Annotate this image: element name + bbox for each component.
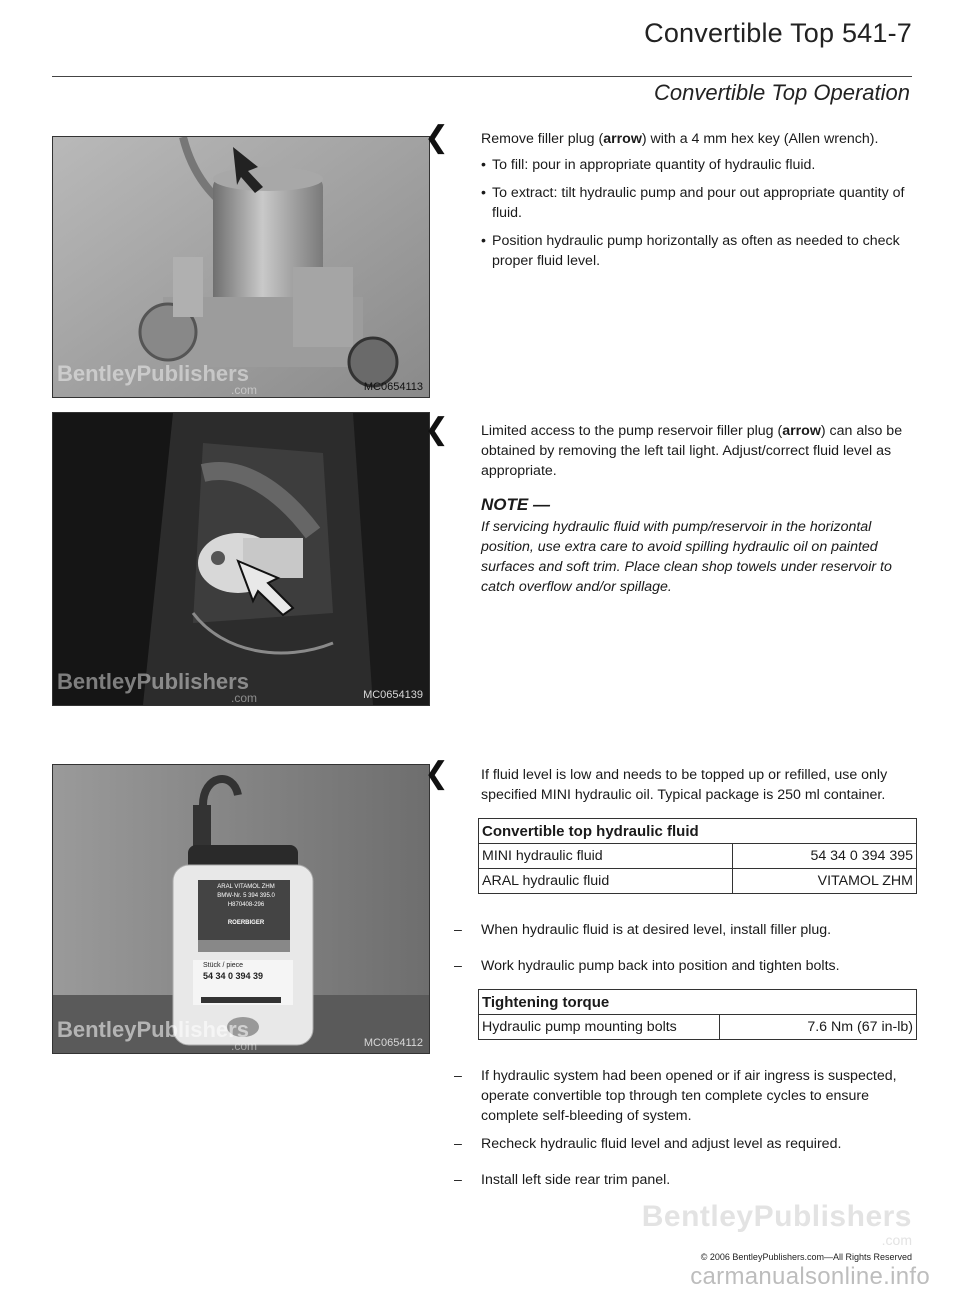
list-item: • Position hydraulic pump horizontally as often as needed to check proper fluid level.: [492, 231, 914, 271]
step-text: Install left side rear trim panel.: [481, 1172, 671, 1188]
photo-watermark: BentleyPublishers: [57, 669, 249, 694]
access-illustration: [53, 413, 429, 705]
table-title: Tightening torque: [479, 990, 917, 1015]
step-item: [454, 1170, 916, 1190]
table-cell: ARAL hydraulic fluid: [479, 869, 733, 894]
dash-marker: –: [454, 1172, 462, 1188]
bottle-label-line: ROERBIGER: [227, 920, 265, 926]
table-cell: 54 34 0 394 395: [733, 844, 917, 869]
note-heading: NOTE —: [481, 495, 550, 514]
fluid-spec-table: [478, 818, 917, 894]
photo-watermark-sub: .com: [231, 1039, 258, 1053]
pointer-arrow-icon: ❮: [424, 757, 450, 790]
photo-code: MC0654113: [363, 381, 423, 393]
section-fluid-level: [424, 757, 914, 809]
header-rule: [52, 76, 912, 77]
bottle-label: [203, 883, 289, 928]
section-intro: Remove filler plug (arrow) with a 4 mm hex key (Allen wrench).: [481, 131, 879, 147]
step-text: Recheck hydraulic fluid level and adjust level as required.: [481, 1136, 842, 1152]
section-intro: Limited access to the pump reservoir filler plug (arrow) can also be obtained by removing the left tail light. Adjust/correct fluid level as appropriate.: [481, 423, 903, 479]
photo-code: MC0654112: [363, 1037, 423, 1049]
table-cell: Hydraulic pump mounting bolts: [479, 1015, 720, 1040]
dash-marker: –: [454, 958, 462, 974]
table-row: [479, 1015, 917, 1040]
dash-marker: –: [454, 1068, 462, 1084]
dash-marker: –: [454, 1136, 462, 1152]
page-header-title: Convertible Top 541-7: [644, 18, 912, 48]
page-header-subtitle: Convertible Top Operation: [653, 80, 910, 105]
footer-brand-watermark: BentleyPublishers: [641, 1200, 912, 1233]
table-row: [479, 869, 917, 894]
bullet-list: [454, 155, 914, 271]
copyright-notice: © 2006 BentleyPublishers.com—All Rights Reserved: [700, 1252, 912, 1262]
bottle-part-line: Stück / piece: [203, 962, 244, 969]
bottle-label-line: ARAL VITAMOL ZHM: [217, 884, 275, 890]
list-item: • To fill: pour in appropriate quantity of hydraulic fluid.: [492, 155, 914, 175]
pointer-arrow-icon: ❮: [424, 413, 450, 446]
table-row: [479, 844, 917, 869]
bottle-part-number: 54 34 0 394 39: [203, 971, 264, 981]
table-title: Convertible top hydraulic fluid: [479, 819, 917, 844]
section-intro: If fluid level is low and needs to be topped up or refilled, use only specified MINI hydraulic oil. Typical package is 250 ml container.: [481, 767, 888, 803]
note-body: If servicing hydraulic fluid with pump/reservoir in the horizontal position, use extra care to avoid spilling hydraulic oil on painted surfaces and soft trim. Place clean shop towels under reservoir to catch overflow and/or spillage.: [481, 519, 892, 595]
step-text: If hydraulic system had been opened or if air ingress is suspected, operate convertible top through ten complete cycles to ensure complete self-bleeding of system.: [481, 1068, 897, 1124]
photo-code: MC0654139: [363, 689, 423, 701]
photo-tail-light-access: [52, 412, 430, 706]
step-item: [454, 1134, 916, 1154]
site-watermark: carmanualsonline.info: [690, 1263, 930, 1290]
list-item: • To extract: tilt hydraulic pump and pour out appropriate quantity of fluid.: [492, 183, 914, 223]
section-remove-filler-plug: [424, 121, 914, 279]
photo-watermark-sub: .com: [231, 383, 258, 397]
photo-hydraulic-pump: [52, 136, 430, 398]
torque-spec-table: [478, 989, 917, 1040]
footer-brand-sub: .com: [881, 1232, 912, 1248]
pointer-arrow-icon: ❮: [424, 121, 450, 154]
table-cell: MINI hydraulic fluid: [479, 844, 733, 869]
step-item: [454, 956, 916, 976]
step-text: Work hydraulic pump back into position and tighten bolts.: [481, 958, 840, 974]
photo-fluid-bottle: [52, 764, 430, 1054]
dash-marker: –: [454, 922, 462, 938]
pump-illustration: [53, 137, 429, 397]
photo-watermark: BentleyPublishers: [57, 361, 249, 386]
bottle-part-label: [203, 961, 291, 981]
table-cell: VITAMOL ZHM: [733, 869, 917, 894]
table-cell: 7.6 Nm (67 in-lb): [719, 1015, 916, 1040]
step-item: [454, 1066, 916, 1126]
step-item: [454, 920, 916, 940]
bottle-label-line: BMW-Nr. 5 394 395.0: [217, 893, 275, 899]
photo-watermark-sub: .com: [231, 691, 258, 705]
bottle-label-line: H870408-296: [227, 902, 265, 908]
photo-watermark: BentleyPublishers: [57, 1017, 249, 1042]
section-limited-access: [424, 413, 914, 597]
step-text: When hydraulic fluid is at desired level, install filler plug.: [481, 922, 832, 938]
